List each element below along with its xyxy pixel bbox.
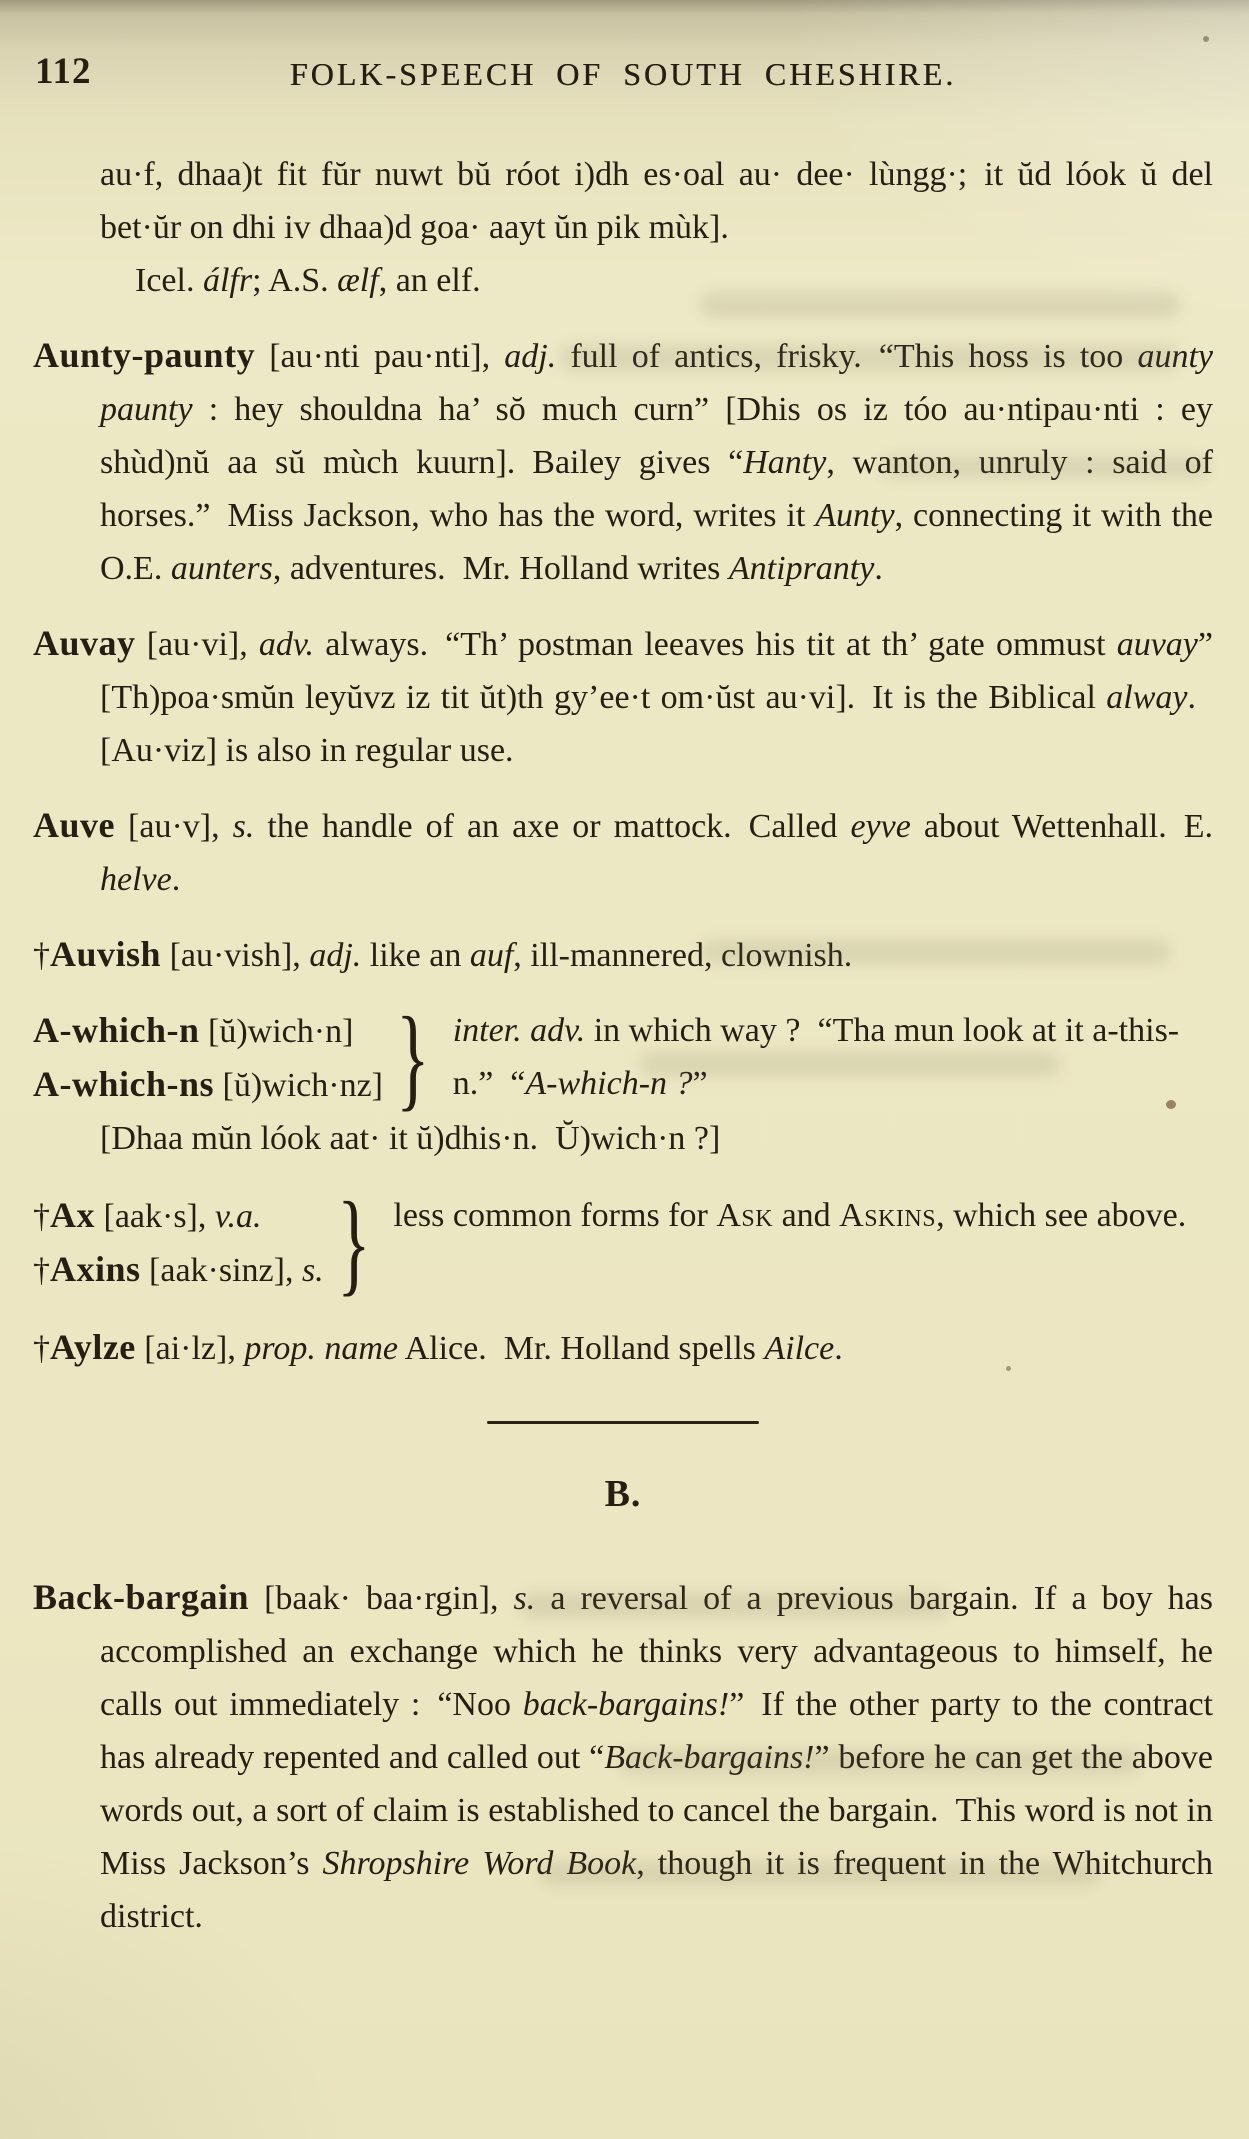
italic-term: helve <box>100 861 172 898</box>
page-header <box>33 0 1213 104</box>
italic-term: Antipranty <box>728 550 875 587</box>
entry-text: , which see above. <box>936 1197 1187 1234</box>
headword-column <box>33 1004 383 1112</box>
entry-text: ” [Th)poa·smŭn leyŭvz iz tit ŭt)th gy’ee·t om·ŭst au·vi]. It is the Biblical <box>100 626 1213 716</box>
italic-term: back-bargains! <box>522 1686 730 1723</box>
entry-headword: Auvay <box>33 623 136 663</box>
entry-text: [aak·sinz], <box>140 1252 302 1289</box>
entry-text: [Dhaa mŭn lóok aat· it ŭ)dhis·n. Ŭ)wich·n ?] <box>100 1120 721 1157</box>
cross-reference: Ask <box>716 1197 774 1234</box>
brace-glyph: } <box>336 1179 371 1307</box>
entry-text: : hey shouldna ha’ sŏ much curn” [Dhis os iz tóo au·ntipau·nti : ey shùd)nŭ aa sŭ mùch kuurn]. Bailey gives “ <box>100 391 1213 481</box>
entry-text: . <box>171 861 181 898</box>
entry-headword: A-which-ns <box>33 1064 215 1104</box>
entry-text: [au·vish], <box>161 937 310 974</box>
entry-headword: Auvish <box>50 934 162 974</box>
entry-text: , though it is frequent in the Whitchurch district. <box>100 1845 1213 1935</box>
entry-text: ” <box>692 1065 708 1102</box>
entry-text: , adventures. Mr. Holland writes <box>272 550 729 587</box>
italic-term: s. <box>232 808 255 845</box>
entry-headword: Aunty-paunty <box>33 335 256 375</box>
entry-continuation <box>100 1112 1213 1165</box>
entry-text: , ill-mannered, clownish. <box>513 937 853 974</box>
running-title: FOLK-SPEECH OF SOUTH CHESHIRE. <box>289 56 957 92</box>
section-letter: B. <box>604 1473 642 1515</box>
brace-glyph: } <box>396 994 430 1122</box>
entry-text: . <box>834 1330 843 1367</box>
italic-term: s. <box>513 1580 536 1617</box>
italic-term: Ailce <box>764 1330 835 1367</box>
italic-term: A-which-n ? <box>525 1065 693 1102</box>
braced-row <box>33 1179 1213 1307</box>
entry-headword: Axins <box>50 1249 141 1289</box>
italic-term: adv. <box>258 626 314 663</box>
headword-line <box>33 1243 324 1297</box>
entry-text: the handle of an axe or mattock. Called <box>254 808 851 845</box>
entry-text: , wanton, unruly : said of horses.” Miss Jackson, who has the word, writes it <box>100 444 1213 534</box>
entry-continuation <box>100 148 1213 254</box>
entry-text: a reversal of a previous bargain. If a boy has accomplished an exchange which he thinks very advantageous to himself, he calls out immediately : “Noo <box>100 1580 1213 1723</box>
italic-term: adj. <box>504 338 557 375</box>
entry-text: ” before he can get the above words out, a sort of claim is established to cancel the bargain. This word is not in Miss Jackson’s <box>100 1739 1213 1882</box>
etymology-line <box>135 254 1213 307</box>
shared-definition <box>381 1189 1213 1297</box>
braced-entry-group <box>33 994 1213 1165</box>
italic-term: aunty paunty <box>100 338 1213 428</box>
entry-text: , an elf. <box>378 262 481 299</box>
dictionary-entry <box>33 329 1213 595</box>
entry-text: , connecting it with the O.E. <box>100 497 1213 587</box>
entry-text: about Wettenhall. E. <box>910 808 1214 845</box>
italic-term: Shropshire Word Book <box>322 1845 637 1882</box>
entry-text: always. “Th’ postman leeaves his tit at th’ gate ommust <box>314 626 1117 663</box>
italic-term: auf <box>469 937 514 974</box>
italic-term: v.a. <box>214 1198 262 1235</box>
entry-text: less common forms for <box>393 1197 717 1234</box>
entry-headword: Ax <box>50 1195 95 1235</box>
headword-line <box>33 1004 383 1058</box>
entry-text: † <box>33 1330 50 1367</box>
entry-text: [ŭ)wich·n] <box>199 1013 354 1050</box>
entry-text: au·f, dhaa)t fit fŭr nuwt bŭ róot i)dh es·oal au· dee· lùngg·; it ŭd lóok ŭ del bet·ŭr on dhi iv dhaa)d goa· aayt ŭn pik mùk]. <box>100 156 1213 246</box>
entry-headword: A-which-n <box>33 1010 200 1050</box>
entry-headword: Back-bargain <box>33 1577 250 1617</box>
section-divider <box>487 1421 759 1424</box>
italic-term: álfr <box>202 262 253 299</box>
entry-text: [ai·lz], <box>135 1330 245 1367</box>
italic-term: Back-bargains! <box>604 1739 815 1776</box>
entry-text: [ŭ)wich·nz] <box>214 1067 384 1104</box>
page-body <box>33 148 1213 1943</box>
entry-text: [baak· baa·rgin], <box>249 1580 514 1617</box>
cross-reference: Askins <box>839 1197 937 1234</box>
italic-term: eyve <box>850 808 911 845</box>
italic-term: adj. <box>309 937 362 974</box>
entry-text: ; A.S. <box>252 262 338 299</box>
entry-text: in which way ? “Tha mun look at it a-this-n.” “ <box>452 1012 1180 1102</box>
italic-term: s. <box>301 1252 324 1289</box>
entry-headword: Auve <box>33 805 115 845</box>
entry-text: [aak·s], <box>95 1198 215 1235</box>
shared-definition <box>441 1004 1213 1112</box>
entry-text: † <box>33 1198 50 1235</box>
headword-line <box>33 1058 383 1112</box>
italic-term: aunters <box>170 550 273 587</box>
entry-text: full of antics, frisky. “This hoss is too <box>556 338 1138 375</box>
page-number: 112 <box>35 51 92 92</box>
entry-text: like an <box>361 937 470 974</box>
dictionary-entry <box>33 1571 1213 1943</box>
italic-term: prop. name <box>244 1330 398 1367</box>
entry-text: † <box>33 937 50 974</box>
italic-term: auvay <box>1116 626 1198 663</box>
italic-term: inter. adv. <box>452 1012 586 1049</box>
entry-text: . [Au·viz] is also in regular use. <box>100 679 1213 769</box>
entry-headword: Aylze <box>50 1327 136 1367</box>
entry-text: Icel. <box>135 262 203 299</box>
italic-term: ælf <box>337 262 379 299</box>
dictionary-entry <box>33 617 1213 777</box>
braced-row <box>33 994 1213 1122</box>
italic-term: Aunty <box>815 497 895 534</box>
entry-text: [au·nti pau·nti], <box>255 338 505 375</box>
entry-text: ” If the other party to the contract has already repented and called out “ <box>100 1686 1213 1776</box>
dictionary-entry <box>33 928 1213 982</box>
entry-text: Alice. Mr. Holland spells <box>397 1330 765 1367</box>
dictionary-entry <box>33 1321 1213 1375</box>
dictionary-entry <box>33 799 1213 906</box>
italic-term: Hanty <box>743 444 827 481</box>
headword-line <box>33 1189 324 1243</box>
entry-text: . <box>874 550 883 587</box>
braced-entry-group <box>33 1179 1213 1307</box>
entry-text: † <box>33 1252 50 1289</box>
entry-text: [au·v], <box>115 808 233 845</box>
entry-text: [au·vi], <box>135 626 259 663</box>
headword-column <box>33 1189 324 1297</box>
italic-term: alway <box>1106 679 1188 716</box>
entry-text: and <box>773 1197 840 1234</box>
